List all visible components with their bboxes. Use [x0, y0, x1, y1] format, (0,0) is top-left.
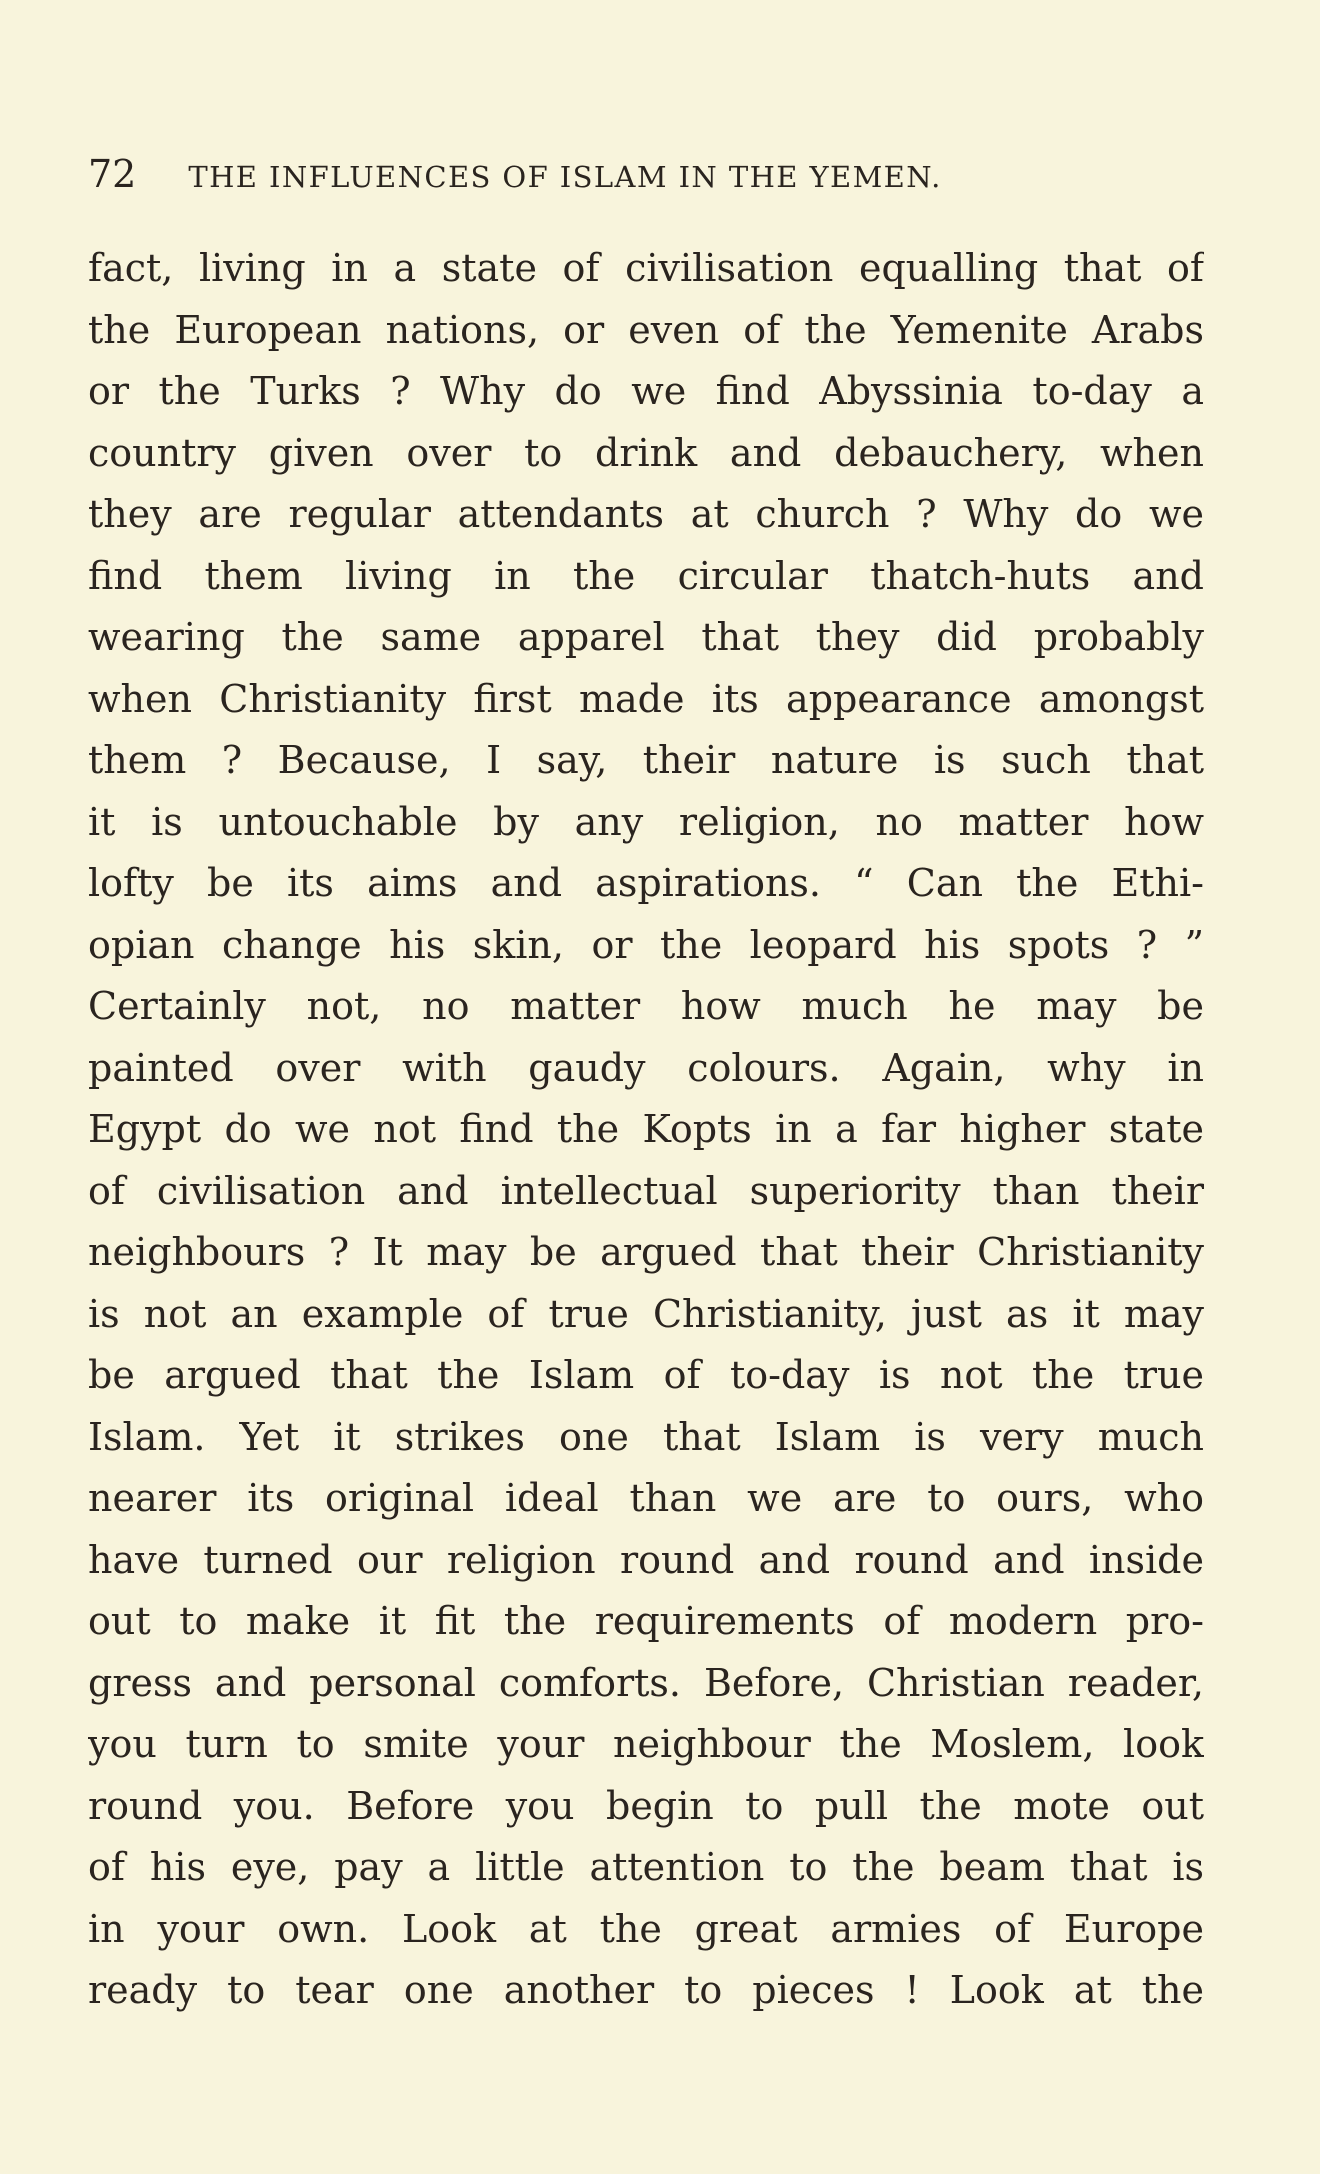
text-line: or the Turks ? Why do we find Abyssinia to-day a — [88, 369, 1204, 413]
text-line: Islam. Yet it strikes one that Islam is very much — [88, 1414, 1204, 1459]
text-line: Egypt do we not find the Kopts in a far higher state — [88, 1107, 1204, 1151]
text-line: you turn to smite your neighbour the Moslem, look — [88, 1722, 1204, 1766]
text-line: find them living in the circular thatch-huts and — [88, 553, 1204, 598]
page-number: 72 — [88, 152, 137, 196]
running-head — [88, 150, 1208, 198]
text-line: round you. Before you begin to pull the mote out — [88, 1783, 1204, 1828]
text-line: they are regular attendants at church ? Why do we — [88, 492, 1204, 536]
text-line: them ? Because, I say, their nature is such that — [88, 738, 1204, 782]
text-line: ready to tear one another to pieces ! Look at the — [88, 1968, 1204, 2012]
text-line: when Christianity first made its appearance amongst — [88, 676, 1204, 721]
text-line: neighbours ? It may be argued that their Christianity — [88, 1230, 1204, 1274]
text-line: out to make it fit the requirements of modern pro- — [88, 1599, 1204, 1643]
body-text — [88, 238, 1204, 2022]
text-line: it is untouchable by any religion, no matter how — [88, 799, 1204, 844]
text-line: opian change his skin, or the leopard his spots ? ” — [88, 922, 1204, 967]
text-line: gress and personal comforts. Before, Christian reader, — [88, 1660, 1204, 1705]
text-line: is not an example of true Christianity, just as it may — [88, 1291, 1204, 1336]
text-line: lofty be its aims and aspirations. “ Can the Ethi- — [88, 861, 1204, 905]
text-line: wearing the same apparel that they did probably — [88, 615, 1204, 659]
text-line: country given over to drink and debauchery, when — [88, 430, 1204, 475]
text-line: painted over with gaudy colours. Again, why in — [88, 1045, 1204, 1090]
text-line: be argued that the Islam of to-day is not the true — [88, 1353, 1204, 1397]
text-line: fact, living in a state of civilisation equalling that of — [88, 246, 1204, 290]
text-line: of his eye, pay a little attention to the beam that is — [88, 1845, 1204, 1889]
text-line: Certainly not, no matter how much he may be — [88, 984, 1204, 1028]
text-line: of civilisation and intellectual superiority than their — [88, 1168, 1204, 1213]
text-line: have turned our religion round and round and inside — [88, 1537, 1204, 1582]
text-line: in your own. Look at the great armies of Europe — [88, 1906, 1204, 1951]
text-line: nearer its original ideal than we are to ours, who — [88, 1476, 1204, 1520]
running-title: THE INFLUENCES OF ISLAM IN THE YEMEN. — [188, 160, 942, 194]
text-line: the European nations, or even of the Yemenite Arabs — [88, 307, 1204, 352]
